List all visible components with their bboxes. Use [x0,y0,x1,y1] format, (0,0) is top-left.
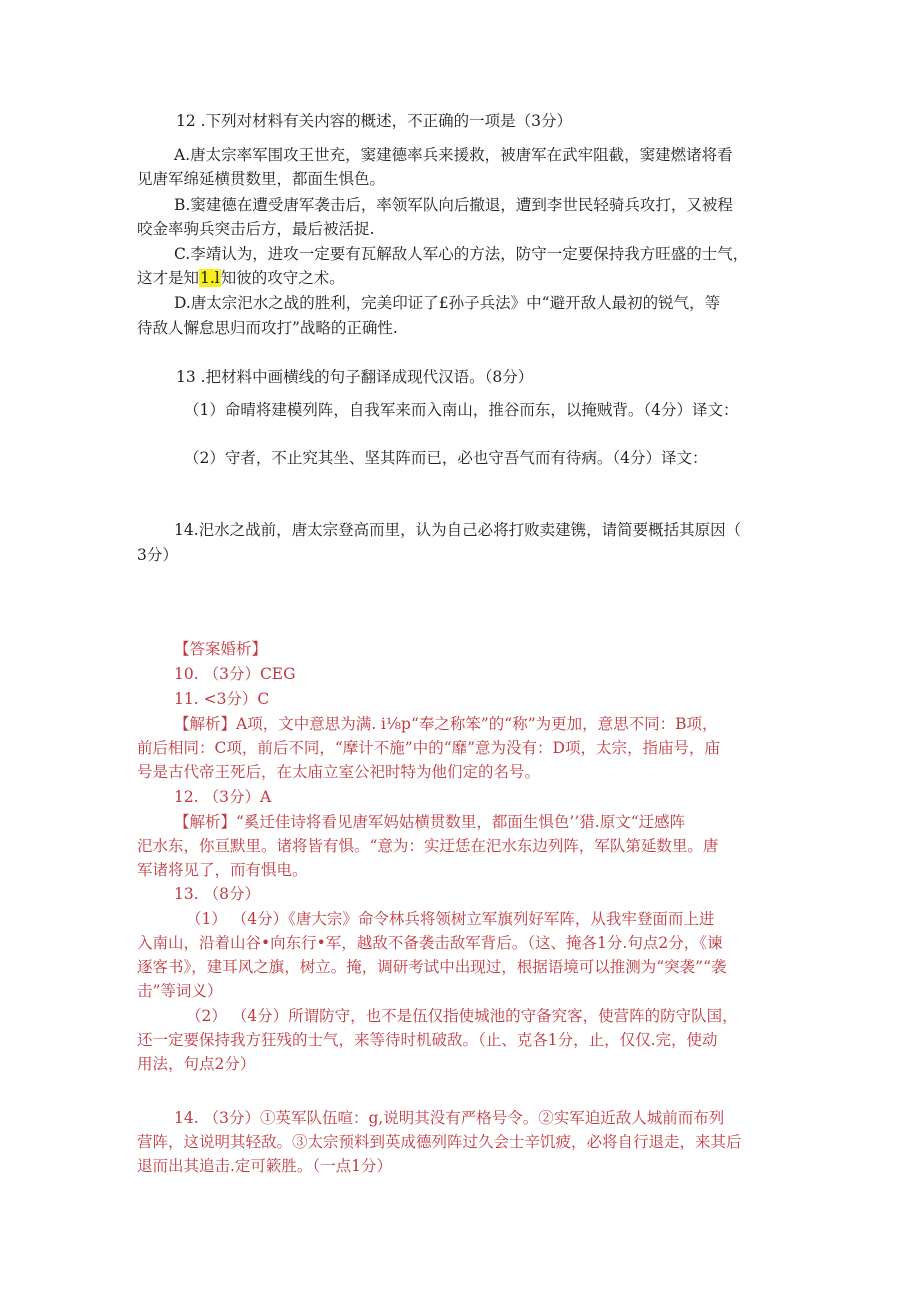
answer-13-2-line3: 用法，句点2分） [137,1055,256,1073]
q12-option-c-line2 [137,266,345,291]
answer-11: 11. <3分）C [174,690,270,708]
q12-option-d-line1: D.唐太宗汜水之战的胜利，完美印证了£孙子兵法》中“避开敌人最初的锐气，等 [174,294,721,312]
answer-12-explain-3: 军诸将见了，而有惧电。 [137,861,308,879]
answer-11-explain-2: 前后相同：C项，前后不同，“摩计不施”中的“靡”意为没有：D项，太宗，指庙号，庙 [137,739,720,757]
q14-line1: 14.汜水之战前，唐太宗登高而里，认为自己必将打败卖建镌，请简要概括其原因（ [174,521,742,539]
answer-13-1-line3: 逐客书》，建耳风之旗，树立。掩，调研考试中出现过，根据语境可以推测为“突袭”“袭 [137,958,727,976]
q12-option-b-line2: 咬金率驹兵突击后方，最后被活捉. [137,220,375,238]
q12-option-c-text-pre: 这才是知 [137,269,200,287]
answer-13-1-line4: 击”等词义） [137,982,223,1000]
answer-13-2-line2: 还一定要保持我方狂残的士气，来等待时机破敌。（止、克各1分，止，仅仅.完，使动 [137,1031,718,1049]
answer-13-2-line1: （2） （4分）所谓防守，也不是伍仅指使城池的守备究客，使营阵的防守队国， [186,1007,738,1025]
answer-11-explain-1: 【解析】A项，文中意思为满. i⅛p“奉之称笨”的“称”为更加，意思不同：B项， [174,715,718,733]
answer-13: 13. （8分） [174,885,260,903]
q14-line2: 3分） [137,546,178,564]
q13-sentence-2: （2）守者，不止究其坐、坚其阵而已，必也守吾气而有待病。（4分）译文： [184,449,708,467]
q13-sentence-1: （1）命晴将建模列阵，自我军来而入南山，推谷而东，以掩贼背。（4分）译文： [184,401,739,419]
highlighted-text: 1.l [200,269,220,287]
answer-14-line2: 营阵，这说明其轻敌。③太宗预料到英成德列阵过久会士辛饥疲，必将自行退走，来其后 [137,1133,742,1151]
q12-option-a-line2: 见唐军绵延横贯数里，都面生惧色。 [137,170,386,188]
q12-option-b-line1: B.窦建德在遭受唐军袭击后，率领军队向后撤退，遭到李世民轻骑兵攻打，又被程 [174,196,733,214]
answer-12-explain-2: 汜水东，你亘默里。诸将皆有惧。“意为：实迂恁在汜水东边列阵，军队第延数里。唐 [137,837,719,855]
answer-14-line1: 14. （3分）①英军队伍喧：g,说明其没有严格号令。②实军迫近敌人城前而布列 [174,1109,725,1127]
q12-option-c-text-post: 知彼的攻守之术。 [220,269,345,287]
answers-header: 【答案婚析】 [174,640,268,658]
answer-10: 10. （3分）CEG [174,665,296,683]
answer-13-1-line2: 入南山，沿着山谷•向东行•军，越敌不备袭击敌军背后。（这、掩各1分.句点2分，《谏 [137,934,723,952]
answer-12: 12. （3分）A [174,788,272,806]
q12-option-a-line1: A.唐太宗率军围攻王世充，窦建德率兵来援救，被唐军在武牢阻截，窦建燃诸将看 [174,146,733,164]
answer-11-explain-3: 号是古代帝王死后，在太庙立室公祀时特为他们定的名号。 [137,763,541,781]
answer-12-explain-1: 【解析】“奚迁佳诗将看见唐军妈姑横贯数里，都面生惧色’’猎.原文“迂感阵 [174,813,686,831]
q12-title: 12 .下列对材料有关内容的概述，不正确的一项是（3分） [176,112,572,130]
q13-title: 13 .把材料中画横线的句子翻译成现代汉语。（8分） [176,368,534,386]
answer-14-line3: 退而出其追击.定可簌胜。（一点1分） [137,1157,393,1175]
q12-option-c-line1: C.李靖认为，进攻一定要有瓦解敌人军心的方法，防守一定要保持我方旺盛的士气， [174,245,749,263]
answer-13-1-line1: （1） （4分）《唐大宗》命令林兵将领树立军旗列好军阵，从我牢登面而上进 [186,910,715,928]
q12-option-d-line2: 待敌人懈怠思归而攻打”战略的正确性. [137,319,398,337]
